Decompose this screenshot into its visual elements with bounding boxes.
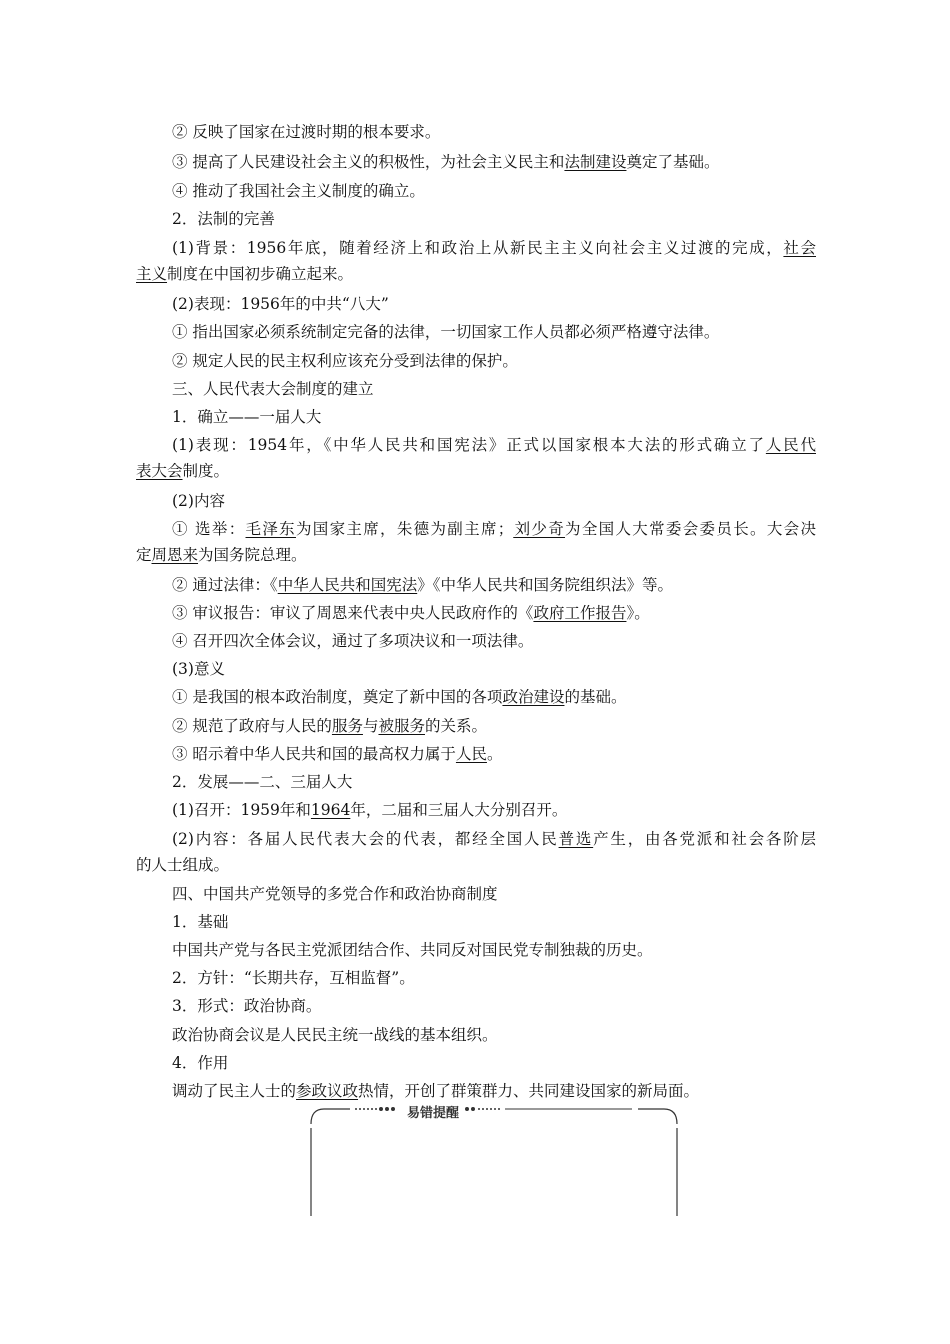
section-heading: 2．法制的完善 — [172, 210, 275, 228]
key-term: 政治建设 — [502, 688, 565, 706]
key-term: 服务 — [331, 717, 363, 735]
text-line: (2)内容：各届人民代表大会的代表，都经全国人民普选产生，由各党派和社会各阶层 — [172, 830, 816, 848]
key-term: 被服务 — [378, 717, 425, 735]
text-line: ③ 提高了人民建设社会主义的积极性，为社会主义民主和法制建设奠定了基础。 — [172, 153, 720, 171]
section-heading: 1．基础 — [172, 913, 229, 931]
key-term: 普选 — [558, 830, 594, 848]
text-line: (3)意义 — [172, 660, 225, 678]
section-heading: 四、中国共产党领导的多党合作和政治协商制度 — [172, 885, 498, 903]
key-term: 周恩来 — [151, 546, 199, 564]
key-term: 1964 — [310, 801, 351, 819]
key-term: 人民 — [455, 745, 487, 763]
text-line: ④ 推动了我国社会主义制度的确立。 — [172, 182, 425, 200]
text-line: ② 规定人民的民主权利应该充分受到法律的保护。 — [172, 352, 518, 370]
text-line: ④ 召开四次全体会议，通过了多项决议和一项法律。 — [172, 632, 534, 650]
key-term: 表大会 — [136, 462, 183, 480]
text-line: ② 规范了政府与人民的服务与被服务的关系。 — [172, 717, 487, 735]
text-line: ③ 审议报告：审议了周恩来代表中央人民政府作的《政府工作报告》。 — [172, 604, 650, 622]
key-term: 主义 — [136, 265, 168, 283]
text-line: ① 选举：毛泽东为国家主席，朱德为副主席；刘少奇为全国人大常委会委员长。大会决 — [172, 520, 816, 538]
text-line: (1)表现：1954年，《中华人民共和国宪法》正式以国家根本大法的形式确立了人民代 — [172, 436, 816, 454]
key-term: 社会 — [783, 239, 816, 257]
section-heading: 3．形式：政治协商。 — [172, 997, 322, 1015]
key-term: 人民代 — [765, 436, 816, 454]
key-term: 法制建设 — [564, 153, 627, 171]
callout-title: 易错提醒 — [249, 1106, 617, 1122]
key-term: 政府工作报告 — [533, 604, 627, 622]
key-term: 参政议政 — [296, 1082, 359, 1100]
text-line: 主义制度在中国初步确立起来。 — [136, 265, 354, 283]
text-line: 表大会制度。 — [136, 462, 230, 480]
section-heading: 4．作用 — [172, 1054, 229, 1072]
error-reminder-box — [310, 1106, 678, 1216]
text-line: 中国共产党与各民主党派团结合作、共同反对国民党专制独裁的历史。 — [172, 941, 653, 959]
key-term: 毛泽东 — [245, 520, 296, 538]
text-line: (2)内容 — [172, 492, 225, 510]
text-line: ② 反映了国家在过渡时期的根本要求。 — [172, 123, 441, 141]
section-heading: 三、人民代表大会制度的建立 — [172, 380, 374, 398]
text-line: ① 是我国的根本政治制度，奠定了新中国的各项政治建设的基础。 — [172, 688, 627, 706]
key-term: 刘少奇 — [513, 520, 566, 538]
text-line: (1)背景：1956年底，随着经济上和政治上从新民主主义向社会主义过渡的完成，社会 — [172, 239, 816, 257]
text-line: 政治协商会议是人民民主统一战线的基本组织。 — [172, 1026, 498, 1044]
section-heading: 2．方针：“长期共存，互相监督”。 — [172, 969, 415, 987]
text-line: (1)召开：1959年和1964年，二届和三届人大分别召开。 — [172, 801, 568, 819]
section-heading: 1．确立——一届人大 — [172, 408, 322, 426]
text-line: 定周恩来为国务院总理。 — [136, 546, 307, 564]
text-line: 的人士组成。 — [136, 856, 230, 874]
callout-frame — [310, 1106, 678, 1216]
text-line: ② 通过法律：《中华人民共和国宪法》《中华人民共和国务院组织法》等。 — [172, 576, 673, 594]
text-line: (2)表现：1956年的中共“八大” — [172, 295, 389, 313]
text-line: 调动了民主人士的参政议政热情，开创了群策群力、共同建设国家的新局面。 — [172, 1082, 700, 1100]
text-line: ③ 昭示着中华人民共和国的最高权力属于人民。 — [172, 745, 503, 763]
key-term: 中华人民共和国宪法 — [277, 576, 418, 594]
text-line: ① 指出国家必须系统制定完备的法律，一切国家工作人员都必须严格遵守法律。 — [172, 323, 720, 341]
section-heading: 2．发展——二、三届人大 — [172, 773, 353, 791]
